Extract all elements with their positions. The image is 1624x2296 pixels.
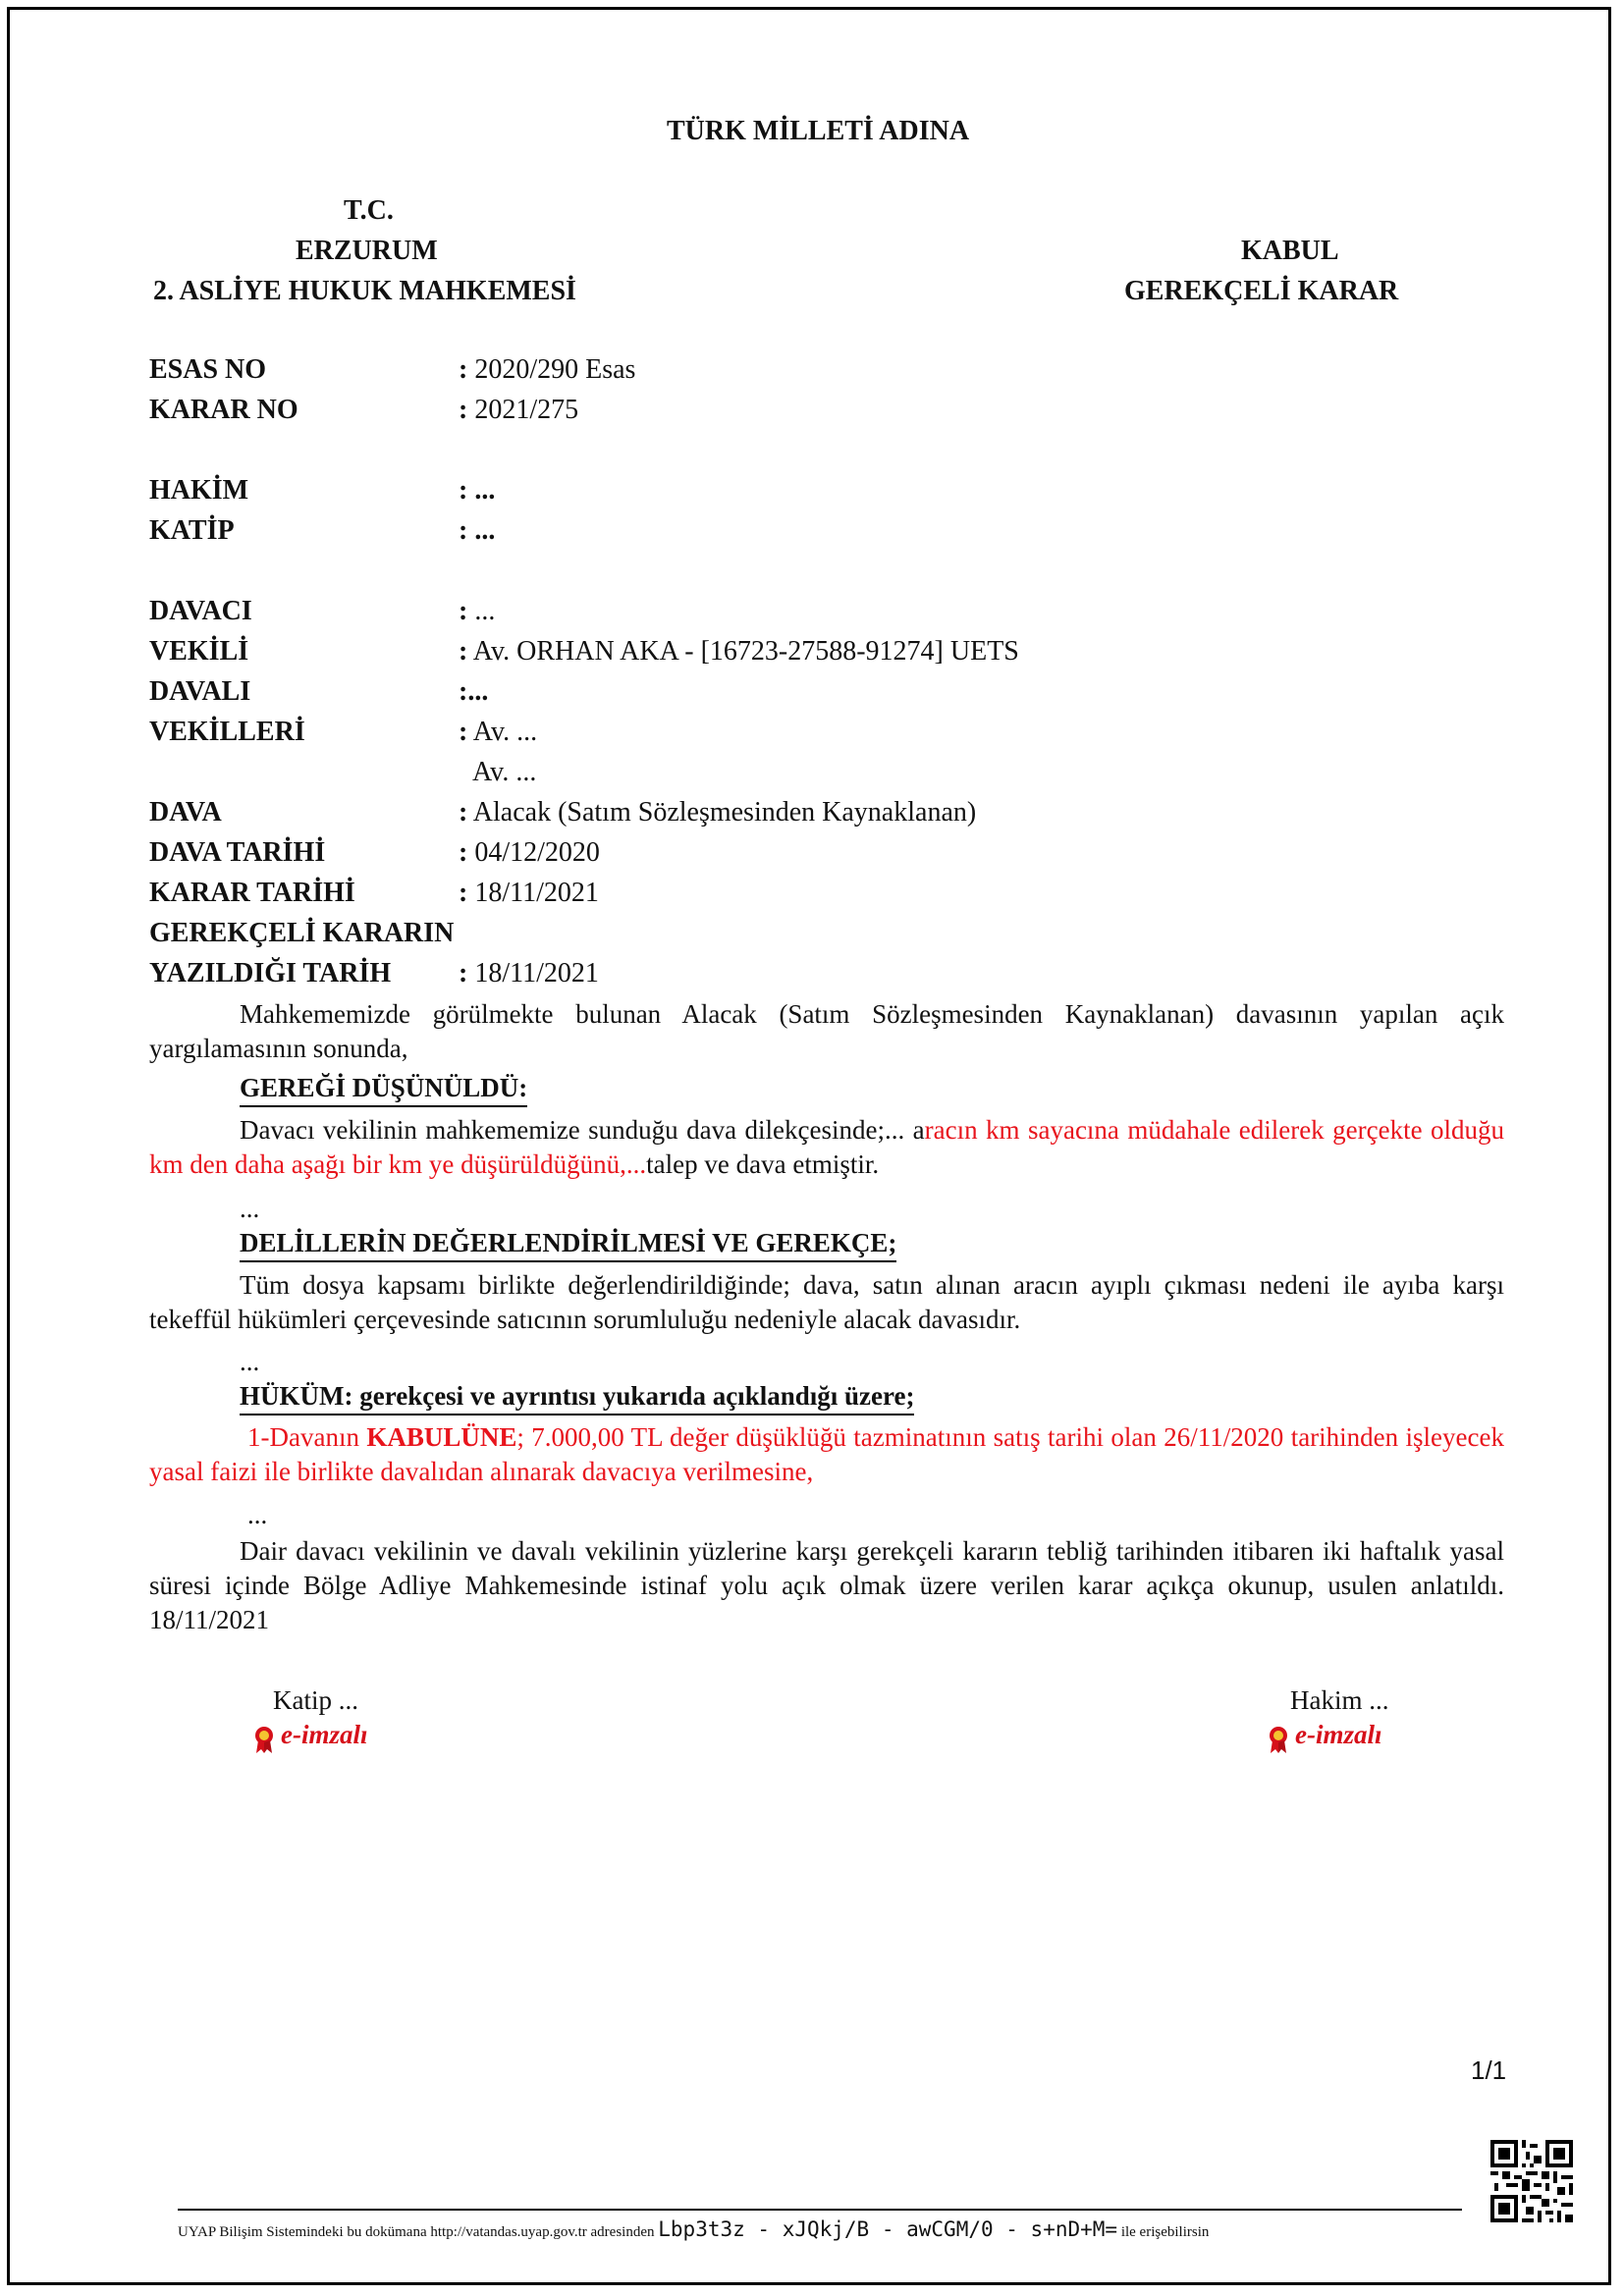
footer-text-after: ile erişebilirsin bbox=[1120, 2224, 1210, 2240]
ellipsis-2: ... bbox=[240, 1347, 260, 1376]
karar-no-value: : 2021/275 bbox=[459, 395, 579, 425]
karar-no-label: KARAR NO bbox=[149, 395, 298, 425]
yazildigi-tarih-value: : 18/11/2021 bbox=[459, 958, 599, 988]
hakim-esignature bbox=[1266, 1720, 1382, 1754]
vekilleri-value-2: Av. ... bbox=[472, 757, 537, 787]
vekilleri-value-1: : Av. ... bbox=[459, 717, 538, 747]
dava-label: DAVA bbox=[149, 797, 222, 828]
vekili-value: : Av. ORHAN AKA - [16723-27588-91274] UETS bbox=[459, 636, 1019, 667]
hakim-value: : ... bbox=[459, 475, 496, 506]
decision-kind: GEREKÇELİ KARAR bbox=[1124, 276, 1399, 306]
closing-paragraph: Dair davacı vekilinin ve davalı vekilinin yüzlerine karşı gerekçeli kararın tebliğ tarihinden itibaren iki haftalık yasal süresi içinde Bölge Adliye Mahkemesinde istinaf yolu açık olmak üzere verilen karar açıkça okunup, usulen anlatıldı. 18/11/2021 bbox=[149, 1536, 1504, 1634]
karar-tarihi-label: KARAR TARİHİ bbox=[149, 878, 355, 908]
esas-no-value: : 2020/290 Esas bbox=[459, 354, 636, 385]
hukum-heading: HÜKÜM: gerekçesi ve ayrıntısı yukarıda açıklandığı üzere; bbox=[240, 1380, 914, 1415]
footer-access-code: Lbp3t3z - xJQkj/B - awCGM/0 - s+nD+M= bbox=[658, 2217, 1118, 2241]
karar-tarihi-value: : 18/11/2021 bbox=[459, 878, 599, 908]
katip-value: : ... bbox=[459, 515, 496, 546]
hakim-label: HAKİM bbox=[149, 475, 249, 506]
davali-label: DAVALI bbox=[149, 676, 251, 707]
claim-paragraph: Davacı vekilinin mahkememize sunduğu dava dilekçesinde;... aracın km sayacına müdahale edilerek gerçekte olduğu km den daha aşağı bir km ye düşürüldüğünü,...talep ve dava etmiştir. bbox=[149, 1115, 1504, 1179]
gerekceli-kararin-label: GEREKÇELİ KARARIN bbox=[149, 918, 455, 948]
nation-title: TÜRK MİLLETİ ADINA bbox=[667, 116, 970, 146]
hukum-paragraph: 1-Davanın KABULÜNE; 7.000,00 TL değer düşüklüğü tazminatının satış tarihi olan 26/11/2020 tarihinden işleyecek yasal faizi ile birlikte davalıdan alınarak davacıya verilmesine, bbox=[149, 1422, 1504, 1486]
ellipsis-3: ... bbox=[247, 1500, 268, 1529]
dava-tarihi-value: : 04/12/2020 bbox=[459, 837, 600, 868]
footer-text-before: UYAP Bilişim Sistemindeki bu dokümana http://vatandas.uyap.gov.tr adresinden bbox=[178, 2224, 655, 2240]
vekilleri-label: VEKİLLERİ bbox=[149, 717, 305, 747]
court-name: 2. ASLİYE HUKUK MAHKEMESİ bbox=[153, 276, 576, 306]
footer-divider bbox=[178, 2209, 1462, 2211]
davaci-label: DAVACI bbox=[149, 596, 252, 626]
esig-label: e-imzalı bbox=[1295, 1720, 1382, 1749]
davaci-value: : ... bbox=[459, 596, 496, 626]
qr-code-icon bbox=[1490, 2140, 1573, 2222]
vekili-label: VEKİLİ bbox=[149, 636, 249, 667]
esig-label: e-imzalı bbox=[281, 1720, 368, 1749]
decision-type: KABUL bbox=[1241, 236, 1339, 266]
city-label: ERZURUM bbox=[296, 236, 438, 266]
katip-esignature bbox=[251, 1720, 368, 1754]
deliller-paragraph: Tüm dosya kapsamı birlikte değerlendirildiğinde; dava, satın alınan aracın ayıplı çıkması nedeni ile ayıba karşı tekeffül hükümleri çerçevesinde satıcının sorumluluğu nedeniyle alacak davasıdır. bbox=[149, 1270, 1504, 1334]
deliller-heading: DELİLLERİN DEĞERLENDİRİLMESİ VE GEREKÇE; bbox=[240, 1227, 896, 1262]
gerekli-dusunuldu-heading: GEREĞİ DÜŞÜNÜLDÜ: bbox=[240, 1072, 527, 1107]
page-number: 1/1 bbox=[1471, 2056, 1507, 2085]
seal-icon bbox=[251, 1725, 277, 1754]
katip-label: KATİP bbox=[149, 515, 235, 546]
dava-tarihi-label: DAVA TARİHİ bbox=[149, 837, 326, 868]
hakim-signature-label: Hakim ... bbox=[1290, 1685, 1389, 1715]
dava-value: : Alacak (Satım Sözleşmesinden Kaynaklanan) bbox=[459, 797, 977, 828]
davali-value: :... bbox=[459, 676, 489, 707]
intro-paragraph: Mahkememizde görülmekte bulunan Alacak (Satım Sözleşmesinden Kaynaklanan) davasının yapılan açık yargılamasının sonunda, bbox=[149, 999, 1504, 1063]
esas-no-label: ESAS NO bbox=[149, 354, 267, 385]
katip-signature-label: Katip ... bbox=[273, 1685, 358, 1715]
seal-icon bbox=[1266, 1725, 1291, 1754]
yazildigi-tarih-label: YAZILDIĞI TARİH bbox=[149, 958, 392, 988]
tc-label: T.C. bbox=[344, 195, 394, 226]
footer-uyap bbox=[178, 2217, 1209, 2241]
ellipsis-1: ... bbox=[240, 1194, 260, 1223]
